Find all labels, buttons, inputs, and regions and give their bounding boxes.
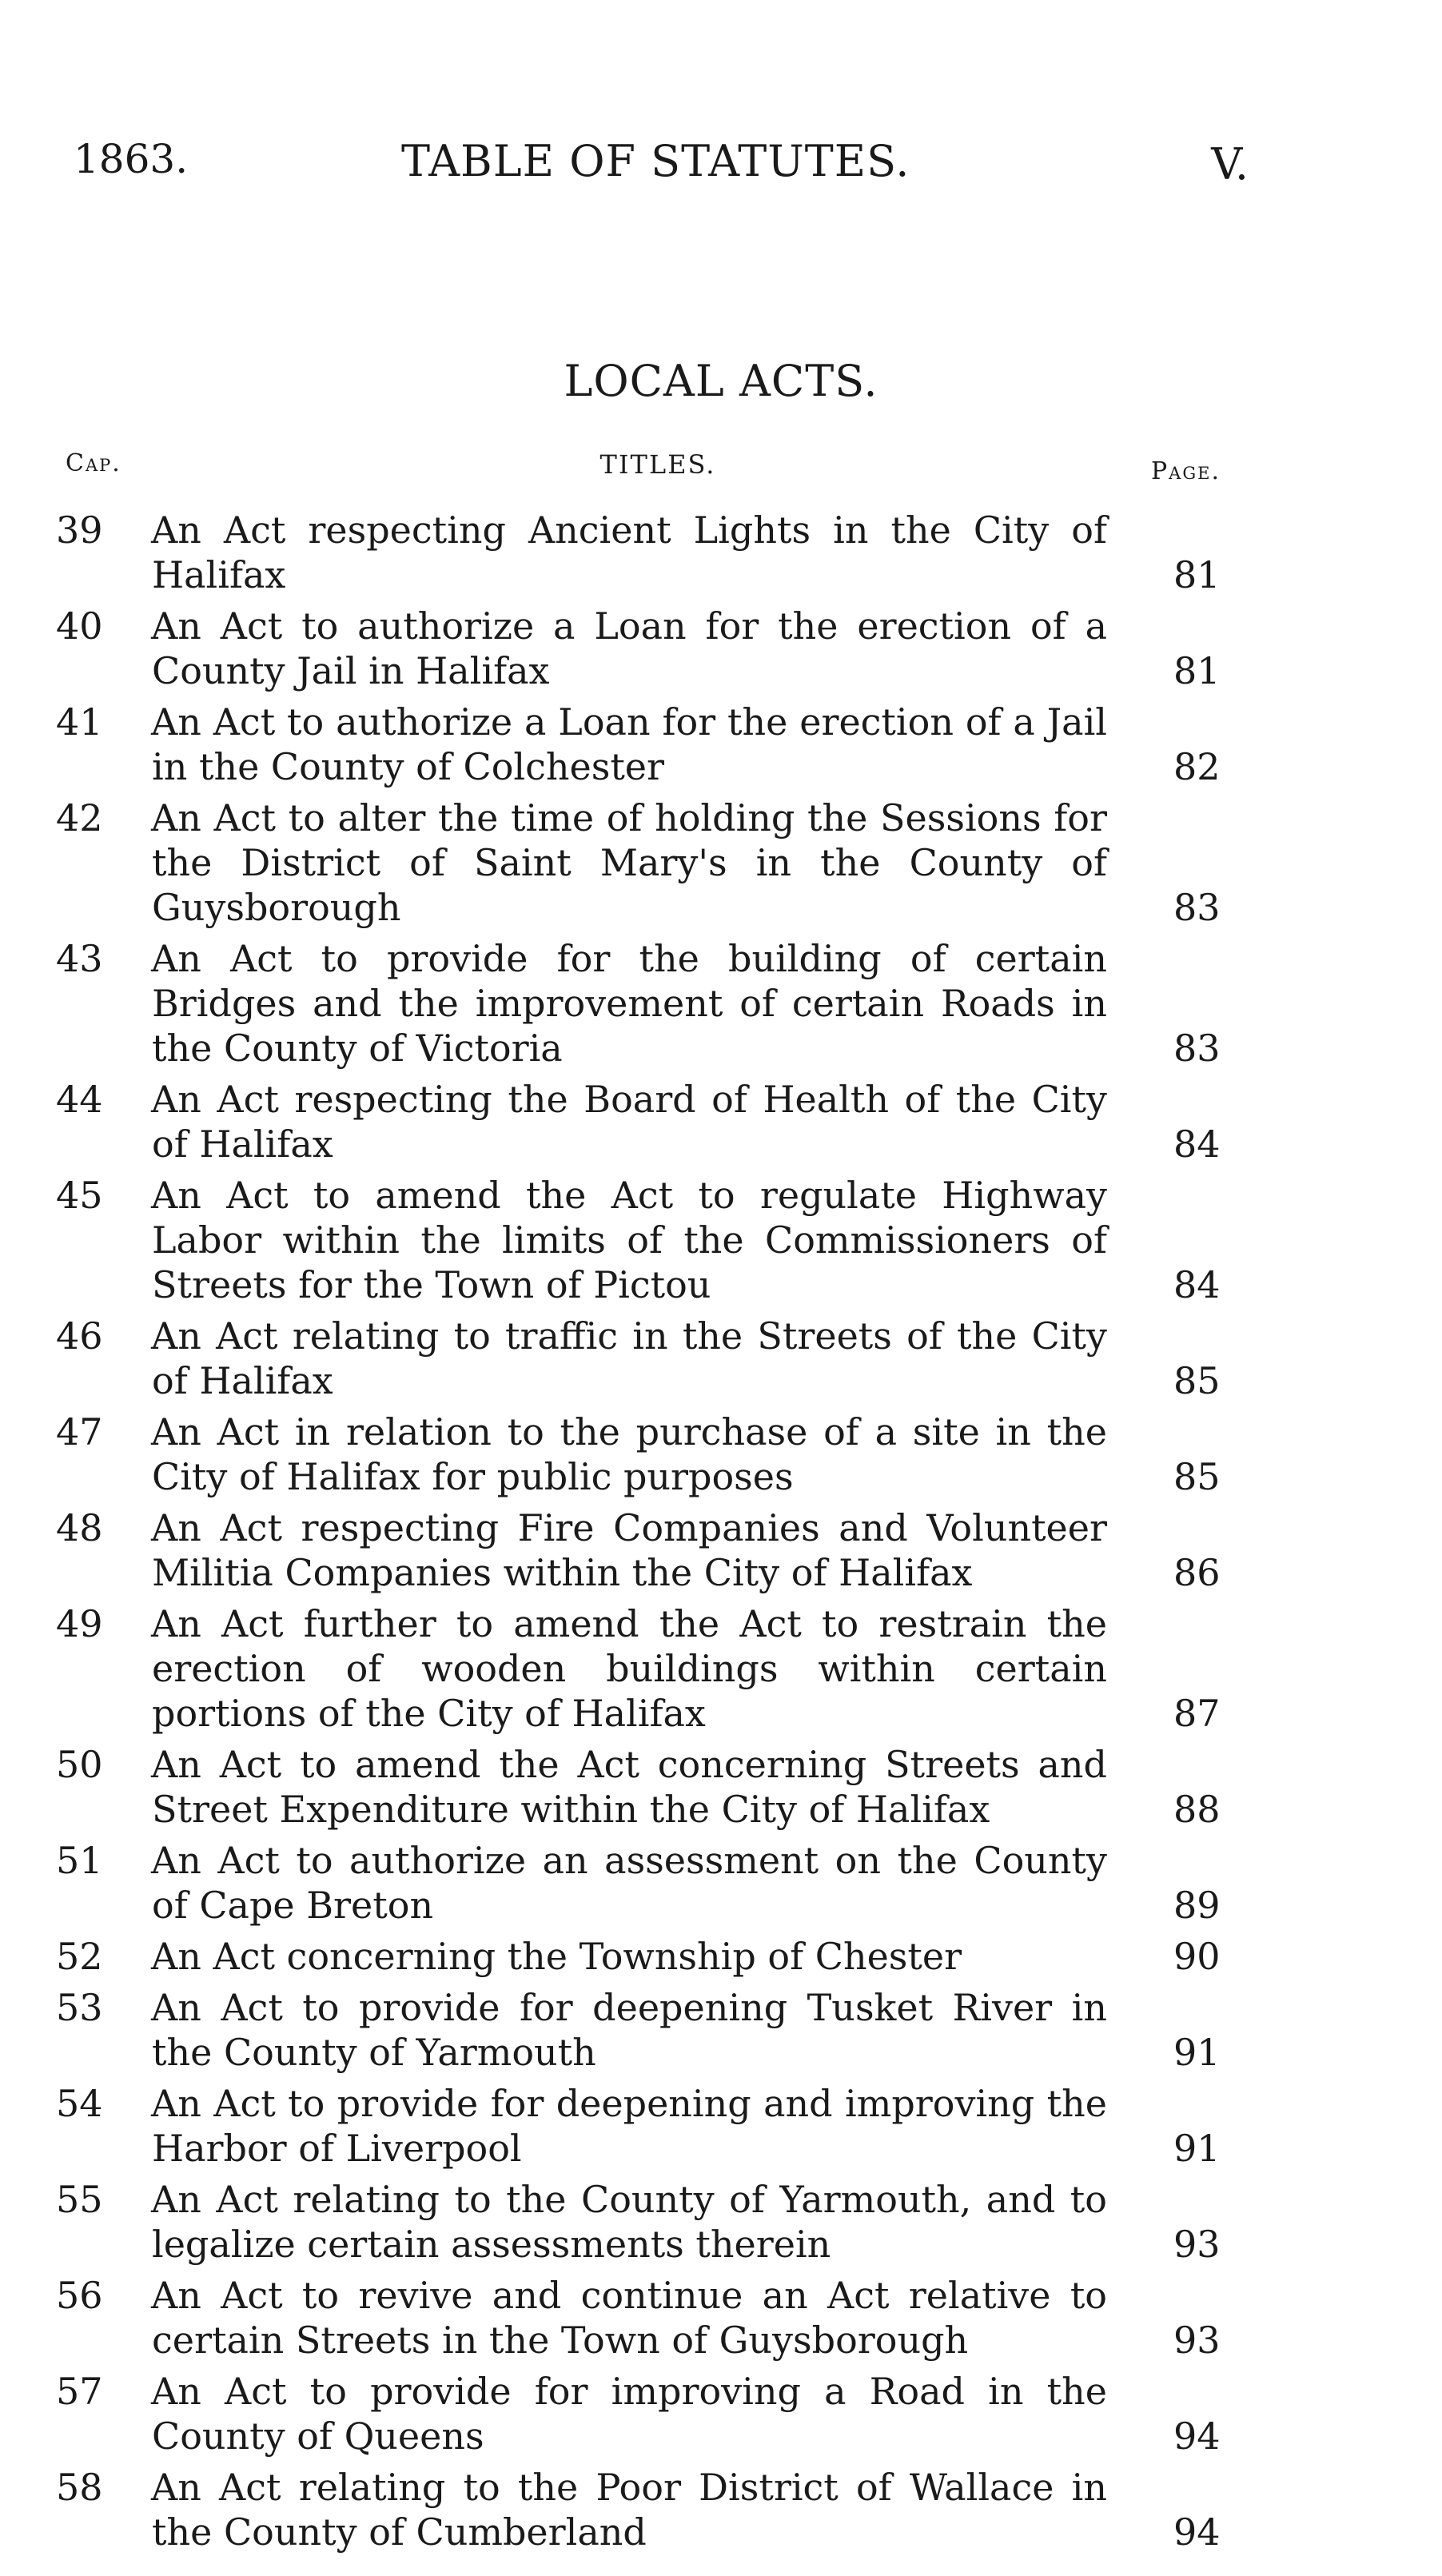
act-title-text: An Act to amend the Act to regulate Highway Labor within the limits of the Commissioners of Streets for the Town of Pictou [151,1174,1107,1306]
act-title-text: An Act respecting the Board of Health of the City of Halifax [151,1078,1107,1166]
act-title [152,2177,1107,2267]
page-number: 81 [1173,553,1221,596]
statute-entry [0,508,1442,597]
chapter-number: 58 [56,2466,103,2509]
page-number: 94 [1173,2415,1221,2458]
statute-entry [0,2177,1442,2267]
act-title-text: An Act relating to traffic in the Streets of the City of Halifax [151,1314,1107,1402]
header-title: TABLE OF STATUTES. [401,136,910,186]
chapter-number: 43 [56,937,103,980]
page-number: 93 [1173,2223,1221,2266]
act-title [152,1077,1107,1166]
page-number: 94 [1173,2510,1221,2554]
page-number: 91 [1173,2031,1221,2074]
act-title [152,508,1107,597]
chapter-number: 54 [56,2082,103,2125]
act-title-text: An Act to authorize an assessment on the County of Cape Breton [151,1839,1107,1927]
chapter-number: 50 [56,1743,103,1786]
act-title [152,1410,1107,1499]
act-title [152,796,1107,930]
chapter-number: 52 [56,1935,103,1978]
act-title [152,936,1107,1071]
page-number: 81 [1173,649,1221,692]
page-number: 83 [1173,1027,1221,1070]
page-number: 85 [1173,1359,1221,1402]
act-title [152,700,1107,789]
statute-entry [0,2465,1442,2554]
page-number: 88 [1173,1788,1221,1831]
chapter-number: 56 [56,2274,103,2317]
act-title [152,604,1107,693]
chapter-number: 47 [56,1410,103,1453]
header-year: 1863. [74,136,189,182]
page-number: 86 [1173,1551,1221,1594]
act-title [152,2369,1107,2458]
statute-entry [0,2273,1442,2363]
act-title-text: An Act to provide for deepening and improving the Harbor of Liverpool [151,2082,1107,2170]
act-title-text: An Act to provide for deepening Tusket River in the County of Yarmouth [151,1986,1107,2074]
chapter-number: 39 [56,508,103,552]
act-title [152,1985,1107,2075]
page-number: 83 [1173,886,1221,929]
act-title-text: An Act concerning the Township of Chester [151,1935,962,1978]
page-number: 89 [1173,1884,1221,1927]
chapter-number: 46 [56,1314,103,1358]
chapter-number: 45 [56,1174,103,1217]
chapter-number: 48 [56,1506,103,1549]
statute-entry [0,1077,1442,1166]
running-header [74,136,1249,200]
page-number: 82 [1173,745,1221,788]
act-title [152,1934,1107,1979]
chapter-number: 57 [56,2370,103,2413]
act-title-text: An Act to authorize a Loan for the erection of a County Jail in Halifax [151,604,1107,692]
column-header-cap: Cap. [66,449,121,477]
act-title-text: An Act in relation to the purchase of a site in the City of Halifax for public purposes [151,1410,1107,1498]
statute-entry [0,700,1442,789]
act-title-text: An Act to provide for improving a Road in the County of Queens [151,2370,1107,2458]
act-title [152,2081,1107,2171]
statute-entry [0,1505,1442,1595]
column-header-titles: TITLES. [600,449,716,480]
chapter-number: 40 [56,604,103,648]
act-title [152,1838,1107,1928]
statute-entry [0,1742,1442,1832]
act-title-text: An Act respecting Ancient Lights in the City of Halifax [151,508,1107,596]
statute-entry [0,2081,1442,2171]
statute-entry [0,1838,1442,1928]
chapter-number: 51 [56,1839,103,1882]
act-title [152,1601,1107,1736]
page-number: 85 [1173,1455,1221,1498]
page-number: 84 [1173,1123,1221,1166]
act-title [152,2273,1107,2363]
page-number: 84 [1173,1263,1221,1306]
header-page-number: V. [1211,139,1249,189]
page-number: 93 [1173,2319,1221,2362]
statute-entry [0,1601,1442,1736]
chapter-number: 55 [56,2178,103,2221]
act-title [152,1314,1107,1403]
statute-list [0,508,1442,2561]
page-number: 87 [1173,1692,1221,1735]
chapter-number: 53 [56,1986,103,2029]
act-title-text: An Act to revive and continue an Act relative to certain Streets in the Town of Guysborough [151,2274,1107,2362]
act-title-text: An Act respecting Fire Companies and Volunteer Militia Companies within the City of Halifax [151,1506,1107,1594]
chapter-number: 49 [56,1602,103,1645]
page-number: 90 [1173,1935,1221,1978]
act-title-text: An Act relating to the County of Yarmouth, and to legalize certain assessments therein [151,2178,1107,2266]
statute-entry [0,2369,1442,2458]
act-title-text: An Act to provide for the building of certain Bridges and the improvement of certain Roads in the County of Victoria [151,937,1107,1070]
chapter-number: 44 [56,1078,103,1121]
chapter-number: 41 [56,700,103,744]
statute-entry [0,1173,1442,1307]
act-title-text: An Act to alter the time of holding the Sessions for the District of Saint Mary's in the County of Guysborough [151,796,1107,929]
statute-entry [0,1410,1442,1499]
statute-entry [0,796,1442,930]
statute-entry [0,1314,1442,1403]
act-title [152,2465,1107,2554]
chapter-number: 42 [56,796,103,839]
statute-entry [0,1985,1442,2075]
act-title-text: An Act relating to the Poor District of Wallace in the County of Cumberland [151,2466,1107,2554]
section-title: LOCAL ACTS. [564,356,878,406]
act-title [152,1505,1107,1595]
act-title-text: An Act to authorize a Loan for the erection of a Jail in the County of Colchester [151,700,1107,788]
column-header-page: Page. [1151,457,1221,485]
act-title [152,1742,1107,1832]
statute-entry [0,936,1442,1071]
act-title-text: An Act further to amend the Act to restrain the erection of wooden buildings within certain portions of the City of Halifax [151,1602,1107,1735]
act-title [152,1173,1107,1307]
statute-entry [0,1934,1442,1979]
page-number: 91 [1173,2127,1221,2170]
act-title-text: An Act to amend the Act concerning Streets and Street Expenditure within the City of Halifax [151,1743,1107,1831]
statute-entry [0,604,1442,693]
